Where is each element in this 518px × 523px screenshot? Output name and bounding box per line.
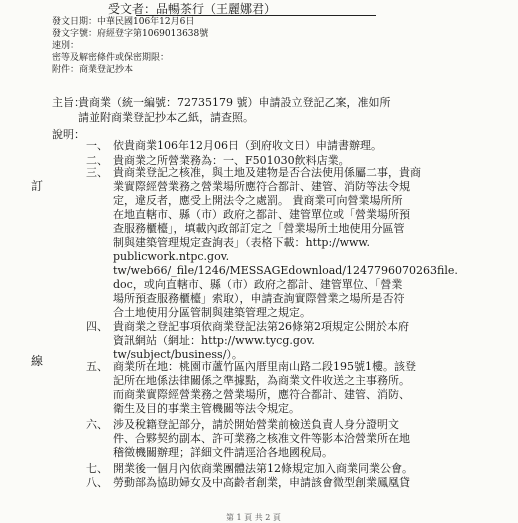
binding-mark-xian: 線 <box>31 354 44 368</box>
item-number: 二、 <box>86 154 108 167</box>
item-line: 涉及稅籍登記部分，請於開始營業前檢送負責人身分證明文 <box>113 418 399 431</box>
item-line: 合土地使用分區管制與建築管理之規定。 <box>113 306 311 319</box>
item-number: 五、 <box>86 360 108 373</box>
item-line: 稽徵機關辦理；詳細文件請逕洽各地國稅局。 <box>113 446 333 459</box>
document-meta <box>52 16 208 76</box>
item-number: 六、 <box>86 418 108 431</box>
item-line: 依貴商業106年12月06日（到府收文日）申請書辦理。 <box>113 139 382 152</box>
item-line: 場所預查服務櫃檯」索取），申請查詢實際營業之場所是否符 <box>113 292 405 305</box>
item-text <box>113 166 458 320</box>
item-number: 四、 <box>86 320 108 333</box>
issue-date: 發文日期：中華民國106年12月6日 <box>52 17 195 27</box>
attachment: 附件：商業登記抄本 <box>52 65 134 75</box>
item-line: 而商業實際經營業務之營業場所，應符合都計、建管、消防、 <box>113 388 410 401</box>
binding-mark-ding: 訂 <box>31 179 44 193</box>
item-number: 三、 <box>86 166 108 179</box>
item-number: 八、 <box>86 476 108 489</box>
item-line: 定，違反者，應受上開法令之處罰。 貴商業可向營業場所所 <box>113 194 403 207</box>
item-line: 件、合夥契約副本、許可業務之核准文件等影本洽營業所在地 <box>113 432 410 445</box>
item-line: 查服務櫃檯」，填載內政部訂定之「營業場所土地使用分區管 <box>113 222 405 235</box>
item-line: tw/subject/business/）。 <box>113 348 243 361</box>
item-text <box>113 139 382 153</box>
item-text <box>113 360 416 416</box>
item-number: 七、 <box>86 462 108 475</box>
item-line: 貴商業登記之核准，與土地及建物是否合法使用係屬二事，貴商 <box>113 166 421 179</box>
item-line: 貴商業之所營業務為：一、F501030飲料店業。 <box>113 154 350 167</box>
item-line: 商業所在地：桃園市蘆竹區內厝里南山路二段195號1樓。該登 <box>113 360 416 373</box>
item-line: 衛生及目的事業主管機關等法令規定。 <box>113 402 300 415</box>
item-line: 業實際經營業務之營業場所應符合都計、建管、消防等法令規 <box>113 180 410 193</box>
subject-content <box>78 95 390 125</box>
item-line: 記所在地係法律關係之準據點，為商業文件收送之主事務所。 <box>113 374 410 387</box>
item-line: 制與建築管理規定查詢表」（表格下載：http://www. <box>113 236 371 249</box>
subject <box>52 95 391 124</box>
item-text <box>113 320 409 362</box>
item-number: 一、 <box>86 139 108 152</box>
item-text <box>113 462 413 476</box>
description-label: 說明： <box>52 128 85 141</box>
item-line: 貴商業之登記事項依商業登記法第26條第2項規定公開於本府 <box>113 320 409 333</box>
item-line: 資訊網站（網址：http://www.tycg.gov. <box>113 334 315 347</box>
subject-line: 請並附商業登記抄本乙紙，請查照。 <box>78 111 254 124</box>
item-line: doc，或向直轄市、縣（市）政府之都計、建管單位、「營業 <box>113 278 403 291</box>
item-text <box>113 476 410 490</box>
item-line: publicwork.ntpc.gov. <box>113 250 230 263</box>
item-line: 勞動部為協助婦女及中高齡者創業，申請該會微型創業鳳凰貸 <box>113 476 410 489</box>
subject-label: 主旨： <box>52 96 85 109</box>
item-line: tw/web66/_file/1246/MESSAGEdownload/1247796070263file. <box>113 264 458 277</box>
document-number: 發文字號：府經登字第1069013638號 <box>52 29 209 39</box>
recipient-line <box>108 0 276 17</box>
recipient: 受文者：品暢茶行（王麗娜君） <box>108 2 277 16</box>
confidentiality: 密等及解密條件或保密期限： <box>52 53 170 63</box>
item-text <box>113 418 410 460</box>
subject-line: 貴商業（統一編號：72735179 號）申請設立登記乙案，准如所 <box>78 96 391 109</box>
item-line: 在地直轄市、縣（市）政府之都計、建管單位或「營業場所預 <box>113 208 410 221</box>
priority: 速別： <box>52 41 80 51</box>
item-line: 開業後一個月內依商業團體法第12條規定加入商業同業公會。 <box>113 462 413 475</box>
page-footer: 第 1 頁 共 2 頁 <box>226 513 281 522</box>
